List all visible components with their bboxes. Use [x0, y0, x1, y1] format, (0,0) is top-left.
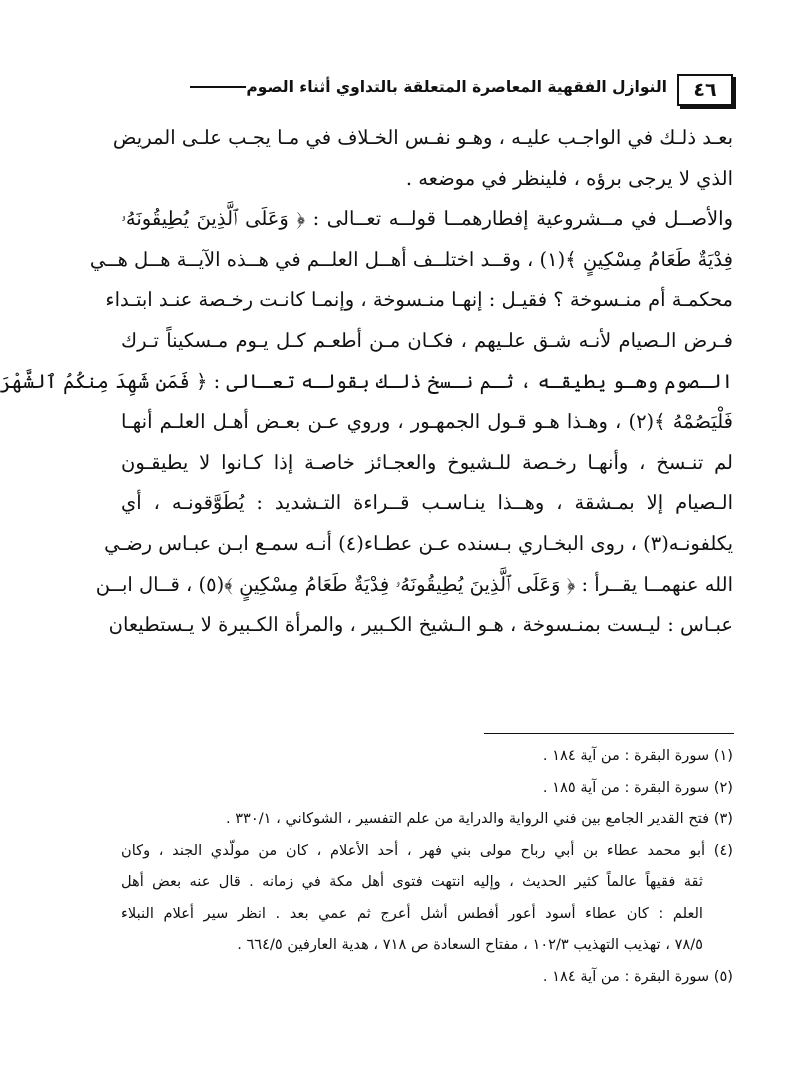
text-line: لم تنـسخ ، وأنهـا رخـصة للـشيوخ والعجـائز خاصـة إذا كـانوا لا يطيقـون: [121, 450, 733, 474]
footnote-4-continuation: ثقة فقيهاً عالماً كثير الحديث ، وإليه انتهت فتوى أهل مكة في زمانه . قال عنه بعض أهل: [121, 873, 703, 890]
running-title-text: النوازل الفقهية المعاصرة المتعلقة بالتداوي أثناء الصوم: [246, 78, 667, 96]
main-text: [0, 118, 733, 646]
text-line: الـصيام إلا بمـشقة ، وهــذا ينـاسـب قــراءة التـشديد : يُطَوَّقونـه ، أي: [121, 491, 733, 515]
text-line: فَلْيَصُمْهُ ﴾(٢) ، وهـذا هـو قـول الجمهـور ، وروي عـن بعـض أهـل العلـم أنهـا: [121, 410, 733, 434]
text-line: الذي لا يرجى برؤه ، فلينظر في موضعه .: [405, 166, 733, 190]
text-line: فـرض الـصيام لأنـه شـق علـيهم ، فكـان مـن أطعـم كـل يـوم مـسكيناً تـرك: [121, 328, 733, 352]
text-line: يكلفونـه(٣) ، روى البخـاري بـسنده عـن عطـاء(٤) أنـه سمـع ابـن عبـاس رضـي: [104, 531, 733, 555]
page-header: [115, 70, 733, 106]
footnote-4-continuation: العلم : كان عطاء أسود أعور أفطس أشل أعرج ثم عمي بعد . انظر سير أعلام النبلاء: [121, 904, 703, 922]
text-line: فِدْيَةٌ طَعَامُ مِسْكِينٍ ﴾(١) ، وقــد اختلــف أهــل العلــم في هــذه الآيــة هــل هــي: [89, 247, 733, 271]
text-line: والأصــل في مــشروعية إفطارهمــا قولــه تعــالى : ﴿ وَعَلَى ٱلَّذِينَ يُطِيقُونَهُۥ: [121, 207, 733, 231]
footnotes: [121, 740, 733, 992]
footnote-separator: [484, 733, 734, 734]
text-line: الله عنهمــا يقــرأ : ﴿ وَعَلَى ٱلَّذِينَ يُطِيقُونَهُۥ فِدْيَةٌ طَعَامُ مِسْكِينٍ ﴾(٥) ، قــال ابــن: [95, 572, 733, 596]
text-line: عبـاس : ليـست بمنـسوخة ، هـو الـشيخ الكـبير ، والمرأة الكـبيرة لا يـستطيعان: [108, 613, 733, 637]
header-rule: [190, 86, 246, 88]
footnote-3: (٣) فتح القدير الجامع بين فني الرواية والدراية من علم التفسير ، الشوكاني ، ٣٣٠/١ .: [225, 810, 733, 827]
footnote-4: (٤) أبو محمد عطاء بن أبي رباح مولى بني فهر ، أحد الأعلام ، كان من مولّدي الجند ، وكان: [121, 841, 733, 859]
text-line: بعـد ذلـك في الواجـب عليـه ، وهـو نفـس الخـلاف في مـا يجـب علـى المريض: [112, 126, 733, 149]
footnote-2: (٢) سورة البقرة : من آية ١٨٥ .: [542, 778, 733, 796]
text-line: محكمـة أم منـسوخة ؟ فقيـل : إنهـا منـسوخة ، وإنمـا كانـت رخـصة عنـد ابتـداء: [105, 288, 733, 312]
running-title: [182, 78, 667, 96]
footnote-1: (١) سورة البقرة : من آية ١٨٤ .: [542, 747, 733, 764]
page-number: ٤٦: [677, 74, 733, 106]
footnote-4-continuation: ٧٨/٥ ، تهذيب التهذيب ١٠٢/٣ ، مفتاح السعادة ص ٧١٨ ، هدية العارفين ٦٦٤/٥ .: [237, 936, 703, 953]
text-line: الـصوم وهـو يطيقـه ، ثـم نـسخ ذلـك بقولـه تعـالى : ﴿ فَمَن شَهِدَ مِنكُمُ ٱلشَّهْرَ: [0, 369, 733, 393]
footnote-5: (٥) سورة البقرة : من آية ١٨٤ .: [542, 967, 733, 985]
